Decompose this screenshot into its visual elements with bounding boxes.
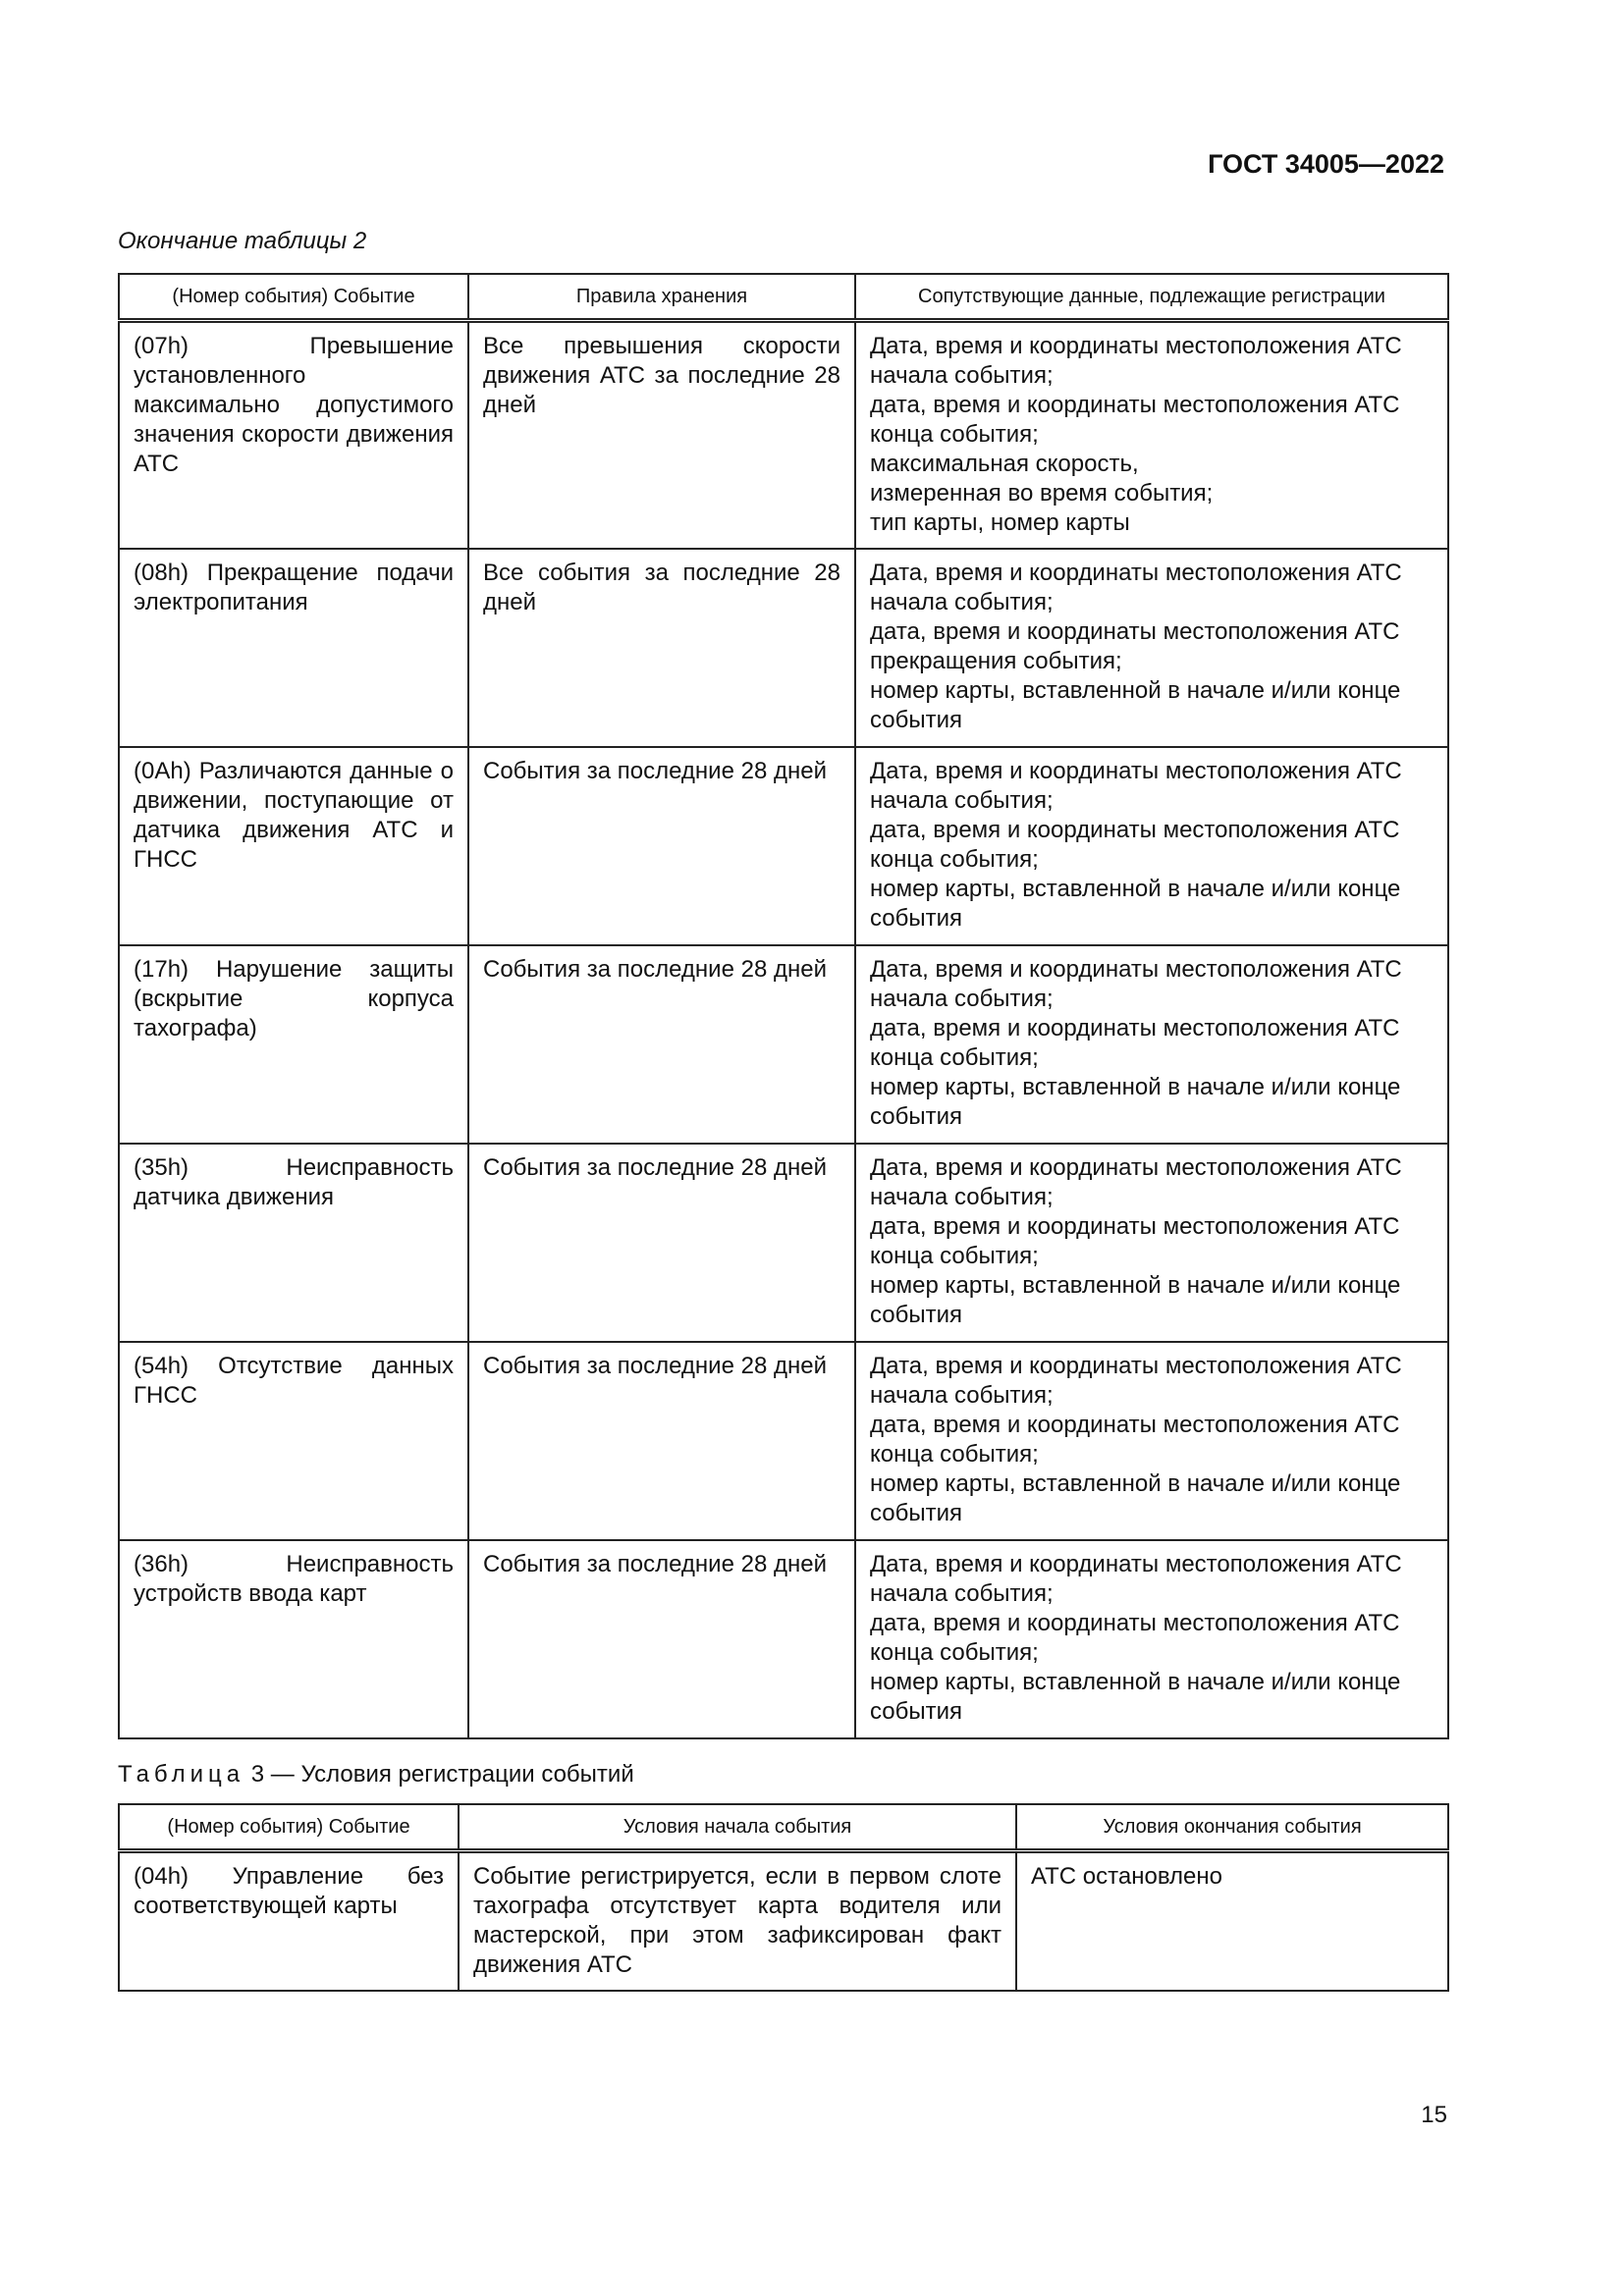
storage-cell: События за последние 28 дней (468, 1144, 855, 1342)
table-3-title (118, 1761, 634, 1789)
data-line: номер карты, вставленной в начале и/или конце события (870, 1668, 1401, 1725)
data-cell (855, 1540, 1448, 1738)
table-3-title-rest: 3 — Условия регистрации событий (250, 1761, 634, 1788)
table-continuation-label: Окончание таблицы 2 (118, 228, 367, 254)
data-cell (855, 1144, 1448, 1342)
data-line: Дата, время и координаты местоположения АТС начала события; (870, 1550, 1402, 1607)
data-line: номер карты, вставленной в начале и/или конце события (870, 676, 1401, 733)
event-cell: (36h) Неисправность устройств ввода карт (119, 1540, 468, 1738)
data-line: Дата, время и координаты местоположения АТС начала события; (870, 333, 1402, 389)
data-line: Дата, время и координаты местоположения АТС начала события; (870, 757, 1402, 814)
data-line: Дата, время и координаты местоположения АТС начала события; (870, 1352, 1402, 1409)
column-header-event: (Номер события) Событие (119, 274, 468, 321)
data-line: номер карты, вставленной в начале и/или конце события (870, 1469, 1401, 1526)
data-line: номер карты, вставленной в начале и/или конце события (870, 1271, 1401, 1328)
storage-cell: Все события за последние 28 дней (468, 549, 855, 747)
data-line: дата, время и координаты местоположения АТС конца события; (870, 816, 1400, 873)
column-header-start-conditions: Условия начала события (459, 1804, 1016, 1851)
table-header-row (119, 1804, 1448, 1851)
event-cell: (54h) Отсутствие данных ГНСС (119, 1342, 468, 1540)
event-cell: (17h) Нарушение защиты (вскрытие корпуса тахографа) (119, 945, 468, 1144)
table-row (119, 1342, 1448, 1540)
data-line: дата, время и координаты местоположения АТС конца события; (870, 392, 1400, 448)
event-cell: (08h) Прекращение подачи электропитания (119, 549, 468, 747)
table-row (119, 321, 1448, 549)
data-line: дата, время и координаты местоположения АТС конца события; (870, 1609, 1400, 1666)
event-cell: (35h) Неисправность датчика движения (119, 1144, 468, 1342)
data-line: дата, время и координаты местоположения АТС прекращения события; (870, 617, 1400, 674)
data-line: номер карты, вставленной в начале и/или конце события (870, 875, 1401, 932)
storage-cell: Все превышения скорости движения АТС за последние 28 дней (468, 321, 855, 549)
storage-cell: События за последние 28 дней (468, 1342, 855, 1540)
storage-cell: События за последние 28 дней (468, 1540, 855, 1738)
table-row (119, 1144, 1448, 1342)
page-number: 15 (1421, 2102, 1447, 2128)
data-cell (855, 945, 1448, 1144)
data-line: дата, время и координаты местоположения АТС конца события; (870, 1411, 1400, 1468)
storage-cell: События за последние 28 дней (468, 945, 855, 1144)
data-cell (855, 549, 1448, 747)
table-row (119, 1540, 1448, 1738)
data-cell (855, 747, 1448, 945)
table-3 (118, 1803, 1449, 1992)
data-line: Дата, время и координаты местоположения АТС начала события; (870, 559, 1402, 615)
event-cell: (07h) Превышение установленного максимально допустимого значения скорости движения АТС (119, 321, 468, 549)
table-3-title-word: Таблица (118, 1761, 245, 1788)
event-cell: (0Ah) Различаются данные о движении, поступающие от датчика движения АТС и ГНСС (119, 747, 468, 945)
table-row (119, 1851, 1448, 1991)
data-line: Дата, время и координаты местоположения АТС начала события; (870, 955, 1402, 1012)
data-cell (855, 321, 1448, 549)
data-line: максимальная скорость, (870, 451, 1139, 477)
table-row (119, 945, 1448, 1144)
data-line: номер карты, вставленной в начале и/или конце события (870, 1073, 1401, 1130)
column-header-data: Сопутствующие данные, подлежащие регистрации (855, 274, 1448, 321)
data-line: измеренная во время события; (870, 480, 1214, 507)
storage-cell: События за последние 28 дней (468, 747, 855, 945)
data-line: тип карты, номер карты (870, 509, 1130, 536)
end-conditions-cell: АТС остановлено (1016, 1851, 1448, 1991)
document-code: ГОСТ 34005—2022 (1208, 149, 1444, 179)
column-header-end-conditions: Условия окончания события (1016, 1804, 1448, 1851)
data-line: дата, время и координаты местоположения АТС конца события; (870, 1212, 1400, 1269)
table-row (119, 747, 1448, 945)
data-line: дата, время и координаты местоположения АТС конца события; (870, 1014, 1400, 1071)
start-conditions-cell: Событие регистрируется, если в первом слоте тахографа отсутствует карта водителя или мастерской, при этом зафиксирован факт движения АТС (459, 1851, 1016, 1991)
column-header-event: (Номер события) Событие (119, 1804, 459, 1851)
data-line: Дата, время и координаты местоположения АТС начала события; (870, 1153, 1402, 1210)
column-header-storage: Правила хранения (468, 274, 855, 321)
event-cell: (04h) Управление без соответствующей карты (119, 1851, 459, 1991)
table-row (119, 549, 1448, 747)
table-2 (118, 273, 1449, 1739)
table-header-row (119, 274, 1448, 321)
data-cell (855, 1342, 1448, 1540)
